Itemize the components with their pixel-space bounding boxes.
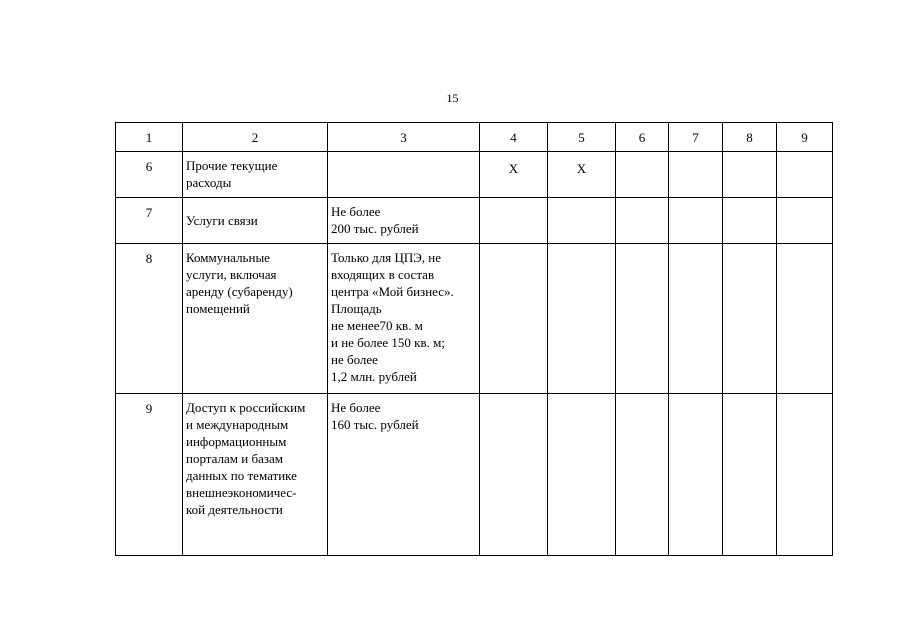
expense-name: Доступ к российским и международным информационным порталам и базам данных по тематике внешнеэкономичес- кой деятельности [183,394,328,556]
column-header: 9 [777,123,833,152]
table-cell [616,394,669,556]
table-cell [669,198,723,244]
expense-condition: Не более 200 тыс. рублей [328,198,480,244]
table-row [116,152,833,198]
expense-name: Прочие текущие расходы [183,152,328,198]
table-cell [548,244,616,394]
table-cell [480,198,548,244]
table-cell [777,244,833,394]
expense-condition [328,152,480,198]
table-cell [723,152,777,198]
row-number: 7 [116,198,183,244]
table-row [116,394,833,556]
table-cell: Х [548,152,616,198]
column-header: 8 [723,123,777,152]
expense-condition: Только для ЦПЭ, не входящих в состав центра «Мой бизнес». Площадь не менее70 кв. м и не более 150 кв. м; не более 1,2 млн. рублей [328,244,480,394]
table-row [116,198,833,244]
table-row [116,244,833,394]
table-cell [548,198,616,244]
column-header: 6 [616,123,669,152]
column-header: 1 [116,123,183,152]
expense-table [115,122,833,556]
table-cell: Х [480,152,548,198]
table-cell [616,198,669,244]
column-header: 3 [328,123,480,152]
page-number: 15 [446,91,459,105]
expense-name: Услуги связи [183,198,328,244]
table-cell [723,244,777,394]
table-cell [616,152,669,198]
column-header: 2 [183,123,328,152]
row-number: 6 [116,152,183,198]
table-cell [616,244,669,394]
column-header: 4 [480,123,548,152]
table-cell [669,394,723,556]
table-cell [480,244,548,394]
table-cell [548,394,616,556]
table-cell [723,394,777,556]
column-header: 7 [669,123,723,152]
table-cell [723,198,777,244]
table-cell [669,244,723,394]
row-number: 8 [116,244,183,394]
table-header-row [116,123,833,152]
table-cell [777,198,833,244]
row-number: 9 [116,394,183,556]
expense-name: Коммунальные услуги, включая аренду (субаренду) помещений [183,244,328,394]
column-header: 5 [548,123,616,152]
table-cell [669,152,723,198]
table-cell [777,152,833,198]
table-cell [480,394,548,556]
expense-condition: Не более 160 тыс. рублей [328,394,480,556]
table-cell [777,394,833,556]
